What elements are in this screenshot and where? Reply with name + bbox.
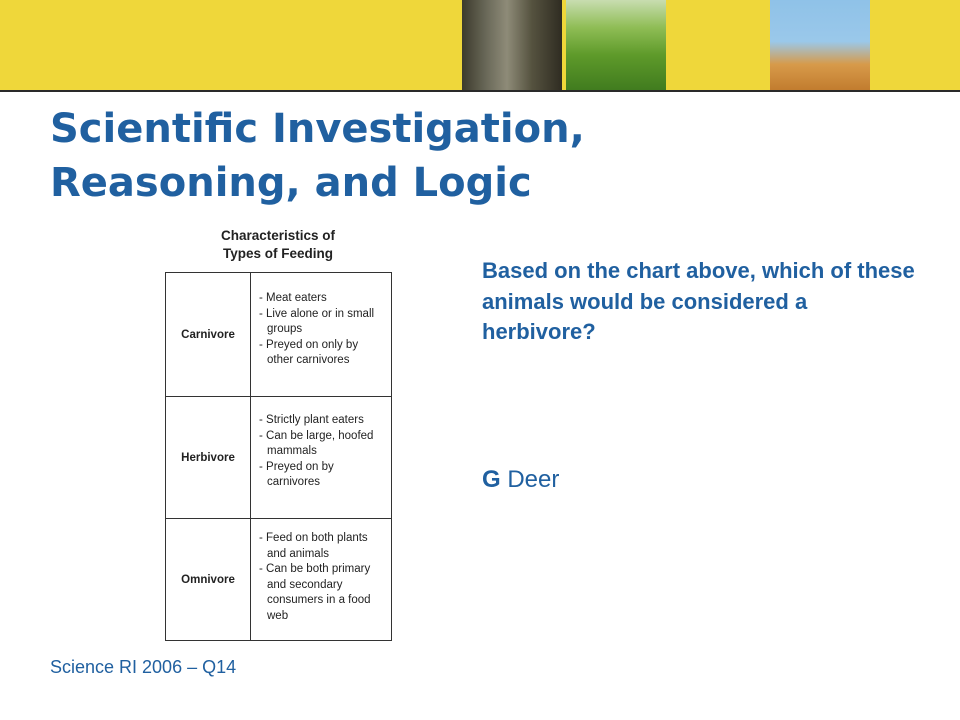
question-text: Based on the chart above, which of these animals would be considered a herbivore?	[482, 258, 915, 344]
forest-photo	[462, 0, 562, 92]
title-line-2: Reasoning, and Logic	[50, 160, 532, 206]
chart-caption-line-2: Types of Feeding	[222, 246, 333, 261]
table-row-omnivore	[166, 518, 391, 641]
trait-item: - Preyed on only by other carnivores	[259, 338, 359, 366]
trait-item: - Live alone or in small groups	[259, 307, 375, 335]
chart-caption	[164, 227, 392, 263]
header-divider	[0, 90, 960, 92]
trait-item: - Can be both primary and secondary consumers in a food web	[259, 563, 371, 622]
row-traits	[251, 397, 391, 519]
row-traits	[251, 273, 391, 396]
table-row-carnivore	[166, 273, 391, 396]
feeding-types-table	[165, 272, 392, 641]
trait-item: - Strictly plant eaters	[259, 414, 364, 426]
title-line-1: Scientific Investigation,	[50, 106, 585, 152]
row-type-label: Herbivore	[166, 397, 251, 519]
table-row-herbivore	[166, 396, 391, 519]
row-type-label: Carnivore	[166, 273, 251, 396]
trait-item: - Preyed on by carnivores	[259, 460, 334, 488]
answer	[482, 464, 782, 496]
chart-caption-line-1: Characteristics of	[220, 228, 336, 243]
row-type-label: Omnivore	[166, 519, 251, 641]
answer-text: Deer	[507, 466, 560, 493]
slide-title	[50, 102, 750, 210]
answer-letter: G	[482, 466, 501, 493]
row-traits	[251, 519, 391, 641]
source-note: Science RI 2006 – Q14	[50, 657, 237, 677]
trait-item: - Can be large, hoofed mammals	[259, 429, 374, 457]
trait-item: - Feed on both plants and animals	[259, 532, 368, 560]
tree-photo	[770, 0, 870, 92]
field-photo	[566, 0, 666, 92]
trait-item: - Meat eaters	[259, 292, 327, 304]
